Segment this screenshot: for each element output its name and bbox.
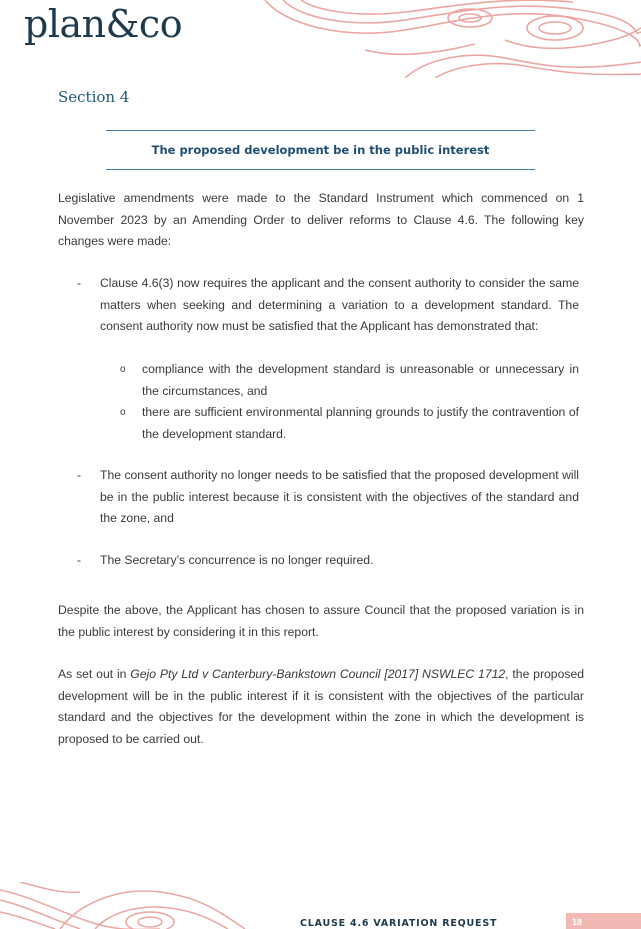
despite-paragraph: Despite the above, the Applicant has chosen to assure Council that the proposed variation is in the public interest by considering it in this report. bbox=[58, 603, 584, 639]
sub-bullet-marker: o bbox=[120, 407, 126, 418]
topographic-pattern-bottom bbox=[0, 882, 250, 929]
bottom-rule bbox=[106, 169, 535, 170]
bullet-text: The consent authority no longer needs to be satisfied that the proposed development will be in the public interest because it is consistent with the objectives of the standard and the zone, and bbox=[100, 468, 579, 525]
top-rule bbox=[106, 130, 535, 131]
sub-bullet-text: there are sufficient environmental planning grounds to justify the contravention of the development standard. bbox=[142, 405, 579, 441]
page-number: 18 bbox=[572, 917, 583, 927]
topographic-pattern-top bbox=[255, 0, 641, 78]
footer-label: CLAUSE 4.6 VARIATION REQUEST bbox=[300, 918, 498, 929]
case-suffix: , the proposed development will be in the public interest if it is consistent with the objectives of the particular standard and the objectives for the development within the zone in which the development is proposed to be carried out. bbox=[58, 667, 585, 746]
bullet-text: The Secretary’s concurrence is no longer required. bbox=[100, 553, 374, 567]
subheading: The proposed development be in the public interest bbox=[151, 143, 490, 157]
bullet-marker: - bbox=[77, 276, 82, 290]
logo: plan&co bbox=[24, 2, 183, 46]
section-title: Section 4 bbox=[58, 88, 130, 106]
intro-paragraph: Legislative amendments were made to the Standard Instrument which commenced on 1 November 2023 by an Amending Order to deliver reforms to Clause 4.6. The following key changes were made: bbox=[58, 191, 584, 248]
bullet-marker: - bbox=[77, 553, 82, 567]
case-paragraph bbox=[58, 664, 584, 750]
case-prefix: As set out in bbox=[58, 667, 131, 681]
case-citation: Gejo Pty Ltd v Canterbury-Bankstown Council [2017] NSWLEC 1712 bbox=[130, 667, 506, 681]
sub-bullet-text: compliance with the development standard is unreasonable or unnecessary in the circumstances, and bbox=[142, 362, 579, 398]
sub-bullet-marker: o bbox=[120, 364, 126, 375]
bullet-text: Clause 4.6(3) now requires the applicant and the consent authority to consider the same matters when seeking and determining a variation to a development standard. The consent authority now must be satisfied that the Applicant has demonstrated that: bbox=[100, 276, 579, 333]
bullet-marker: - bbox=[77, 468, 82, 482]
